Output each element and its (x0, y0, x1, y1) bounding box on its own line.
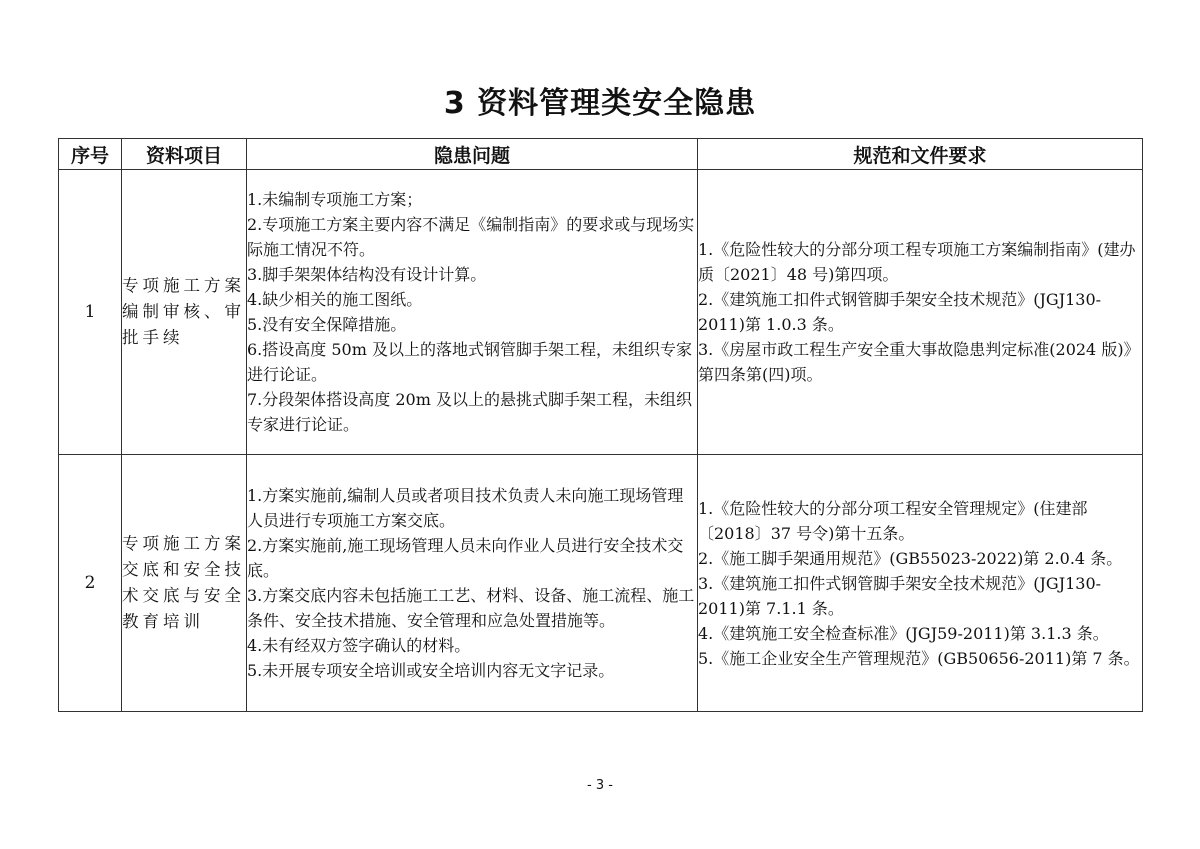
header-issues: 隐患问题 (247, 139, 698, 170)
issue-item: 7.分段架体搭设高度 20m 及以上的悬挑式脚手架工程，未组织专家进行论证。 (247, 390, 692, 434)
ref-item: 5.《施工企业安全生产管理规范》(GB50656-2011)第 7 条。 (698, 648, 1140, 668)
issue-item: 3.脚手架架体结构没有设计计算。 (247, 265, 487, 284)
issue-item: 6.搭设高度 50m 及以上的落地式钢管脚手架工程，未组织专家进行论证。 (247, 340, 692, 384)
page-title: 3 资料管理类安全隐患 (443, 86, 757, 121)
issue-item: 2.专项施工方案主要内容不满足《编制指南》的要求或与现场实际施工情况不符。 (247, 215, 695, 259)
page-number: - 3 - (587, 778, 613, 793)
table-header-row (59, 139, 1143, 170)
issue-item: 4.未有经双方签字确认的材料。 (247, 636, 471, 655)
row-item: 专项施工方案编制审核、审批手续 (122, 170, 247, 455)
row-refs (698, 455, 1143, 712)
issue-item: 2.方案实施前,施工现场管理人员未向作业人员进行安全技术交底。 (247, 536, 684, 580)
row-number: 2 (59, 455, 122, 712)
header-no: 序号 (59, 139, 122, 170)
issue-item: 1.未编制专项施工方案； (247, 190, 423, 209)
issue-item: 5.未开展专项安全培训或安全培训内容无文字记录。 (247, 661, 615, 680)
issue-item: 5.没有安全保障措施。 (247, 315, 407, 334)
header-item: 资料项目 (122, 139, 247, 170)
ref-item: 3.《房屋市政工程生产安全重大事故隐患判定标准(2024 版)》第四条第(四)项。 (698, 340, 1140, 384)
ref-item: 2.《建筑施工扣件式钢管脚手架安全技术规范》(JGJ130-2011)第 1.0.3 条。 (698, 290, 1102, 334)
ref-item: 1.《危险性较大的分部分项工程安全管理规定》(住建部〔2018〕37 号令)第十五条。 (698, 498, 1088, 543)
ref-item: 3.《建筑施工扣件式钢管脚手架安全技术规范》(JGJ130-2011)第 7.1.1 条。 (698, 573, 1102, 618)
header-refs: 规范和文件要求 (698, 139, 1143, 170)
issue-item: 1.方案实施前,编制人员或者项目技术负责人未向施工现场管理人员进行专项施工方案交底。 (247, 486, 684, 530)
row-item: 专项施工方案交底和安全技术交底与安全教育培训 (122, 455, 247, 712)
table-row (59, 170, 1143, 455)
issue-item: 3.方案交底内容未包括施工工艺、材料、设备、施工流程、施工条件、安全技术措施、安全管理和应急处置措施等。 (247, 586, 695, 630)
row-number: 1 (59, 170, 122, 455)
row-issues (247, 455, 698, 712)
ref-item: 4.《建筑施工安全检查标准》(JGJ59-2011)第 3.1.3 条。 (698, 623, 1109, 643)
ref-item: 2.《施工脚手架通用规范》(GB55023-2022)第 2.0.4 条。 (698, 548, 1123, 568)
row-issues (247, 170, 698, 455)
ref-item: 1.《危险性较大的分部分项工程专项施工方案编制指南》(建办质〔2021〕48 号)第四项。 (698, 240, 1136, 284)
table-row (59, 455, 1143, 712)
row-refs (698, 170, 1143, 455)
hazard-table (58, 138, 1143, 712)
issue-item: 4.缺少相关的施工图纸。 (247, 290, 423, 309)
